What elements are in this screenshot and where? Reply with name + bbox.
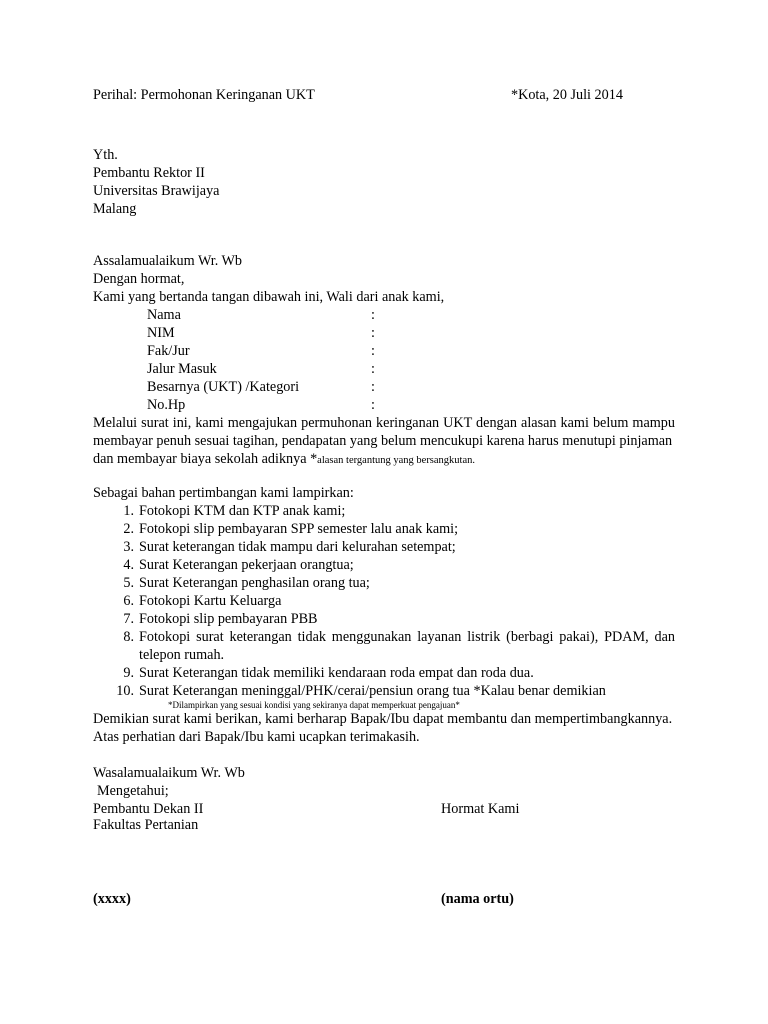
attachment-number: 1. (123, 503, 134, 519)
attachment-number: 2. (123, 521, 134, 537)
field-label-fakjur: Fak/Jur (147, 343, 190, 359)
attachment-number: 8. (123, 629, 134, 645)
attachment-item: Surat Keterangan penghasilan orang tua; (139, 575, 370, 591)
attachments-intro: Sebagai bahan pertimbangan kami lampirkan: (93, 485, 354, 501)
signature-left-title: Pembantu Dekan II (93, 801, 204, 817)
signature-left-name: (xxxx) (93, 891, 131, 907)
body-paragraph-line: Melalui surat ini, kami mengajukan permuhonan keringanan UKT dengan alasan kami belum mampu (93, 415, 675, 431)
body-paragraph (93, 414, 675, 470)
field-separator: : (371, 307, 375, 323)
closing-line: Demikian surat kami berikan, kami berharap Bapak/Ibu dapat membantu dan mempertimbangkannya. (93, 711, 673, 727)
field-separator: : (371, 379, 375, 395)
letter-place-date: *Kota, 20 Juli 2014 (511, 87, 623, 103)
field-label-nohp: No.Hp (147, 397, 186, 413)
attachment-item: Surat keterangan tidak mampu dari kelurahan setempat; (139, 539, 456, 555)
field-separator: : (371, 325, 375, 341)
attachment-item: Fotokopi slip pembayaran SPP semester lalu anak kami; (139, 521, 459, 537)
signature-right-title: Hormat Kami (441, 801, 520, 817)
field-separator: : (371, 361, 375, 377)
attachment-number: 9. (123, 665, 134, 681)
field-separator: : (371, 343, 375, 359)
closing-salam: Wasalamualaikum Wr. Wb (93, 765, 245, 781)
letter-subject: Perihal: Permohonan Keringanan UKT (93, 87, 315, 103)
attachment-number: 10. (116, 683, 134, 699)
attachment-item-continuation: telepon rumah. (139, 647, 225, 663)
attachment-number: 6. (123, 593, 134, 609)
attachment-item: Fotokopi slip pembayaran PBB (139, 611, 318, 627)
body-paragraph-last-line (93, 450, 675, 470)
closing-line: Atas perhatian dari Bapak/Ibu kami ucapkan terimakasih. (93, 729, 420, 745)
recipient-line: Malang (93, 201, 137, 217)
opening-hormat: Dengan hormat, (93, 271, 185, 287)
attachment-number: 3. (123, 539, 134, 555)
recipient-line: Pembantu Rektor II (93, 165, 205, 181)
attachment-number: 7. (123, 611, 134, 627)
field-label-ukt: Besarnya (UKT) /Kategori (147, 379, 300, 395)
attachment-item: Surat Keterangan meninggal/PHK/cerai/pensiun orang tua *Kalau benar demikian (139, 683, 606, 699)
field-label-nama: Nama (147, 307, 181, 323)
attachment-item: Surat Keterangan tidak memiliki kendaraan roda empat dan roda dua. (139, 665, 534, 681)
body-paragraph-note: alasan tergantung yang bersangkutan. (317, 455, 476, 466)
attachment-number: 5. (123, 575, 134, 591)
opening-intro: Kami yang bertanda tangan dibawah ini, Wali dari anak kami, (93, 289, 445, 305)
closing-mengetahui: Mengetahui; (97, 783, 169, 799)
field-label-jalur-masuk: Jalur Masuk (147, 361, 217, 377)
body-paragraph-line: dan membayar biaya sekolah adiknya * (93, 451, 318, 467)
recipient-line: Yth. (93, 147, 118, 163)
attachment-item: Surat Keterangan pekerjaan orangtua; (139, 557, 354, 573)
opening-salam: Assalamualaikum Wr. Wb (93, 253, 243, 269)
body-paragraph-line: membayar penuh sesuai tagihan, pendapatan yang belum mencukupi karena harus menutupi pinjaman (93, 433, 673, 449)
signature-left-title: Fakultas Pertanian (93, 817, 199, 833)
attachment-item: Fotokopi Kartu Keluarga (139, 593, 282, 609)
attachment-number: 4. (123, 557, 134, 573)
signature-right-name: (nama ortu) (441, 891, 514, 907)
recipient-line: Universitas Brawijaya (93, 183, 220, 199)
attachment-item: Fotokopi surat keterangan tidak menggunakan layanan listrik (berbagi pakai), PDAM, dan (139, 629, 675, 645)
field-separator: : (371, 397, 375, 413)
attachments-footnote: *Dilampirkan yang sesuai kondisi yang sekiranya dapat memperkuat pengajuan* (168, 700, 460, 710)
attachment-item: Fotokopi KTM dan KTP anak kami; (139, 503, 346, 519)
field-label-nim: NIM (147, 325, 175, 341)
